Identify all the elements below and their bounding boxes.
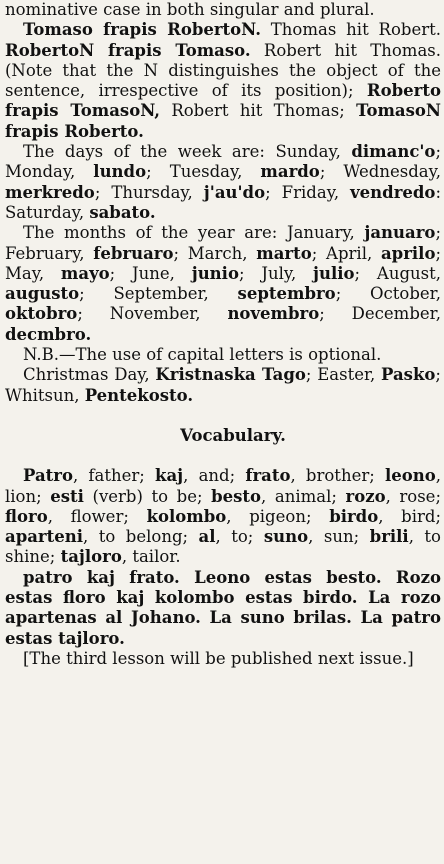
paragraph-p1 <box>5 0 441 20</box>
esperanto-term: aprilo <box>380 243 436 263</box>
text-run: ; Wednesday, <box>319 162 441 182</box>
esperanto-term: kolombo <box>146 506 227 526</box>
text-run: The months of the year are: January, <box>23 223 365 243</box>
text-run: ; Monday, <box>5 142 441 182</box>
esperanto-term: augusto <box>5 284 80 304</box>
text-run: ; August, <box>354 263 441 283</box>
text-run: ; October, <box>335 284 441 304</box>
text-run: ; September, <box>79 284 238 304</box>
esperanto-term: septembro <box>237 284 336 304</box>
text-run: , and; <box>183 466 246 486</box>
text-run: , tailor. <box>121 547 181 567</box>
esperanto-term: floro <box>5 506 48 526</box>
text-run: ; March, <box>173 243 257 263</box>
text-run: ; Tuesday, <box>146 162 261 182</box>
text-run: nominative case in both singular and plural. <box>5 0 375 19</box>
text-run: , sun; <box>308 527 370 547</box>
esperanto-term: kaj <box>155 466 184 486</box>
text-run: ; February, <box>5 223 441 263</box>
esperanto-term: aparteni <box>5 527 83 547</box>
esperanto-term: suno <box>263 527 309 547</box>
text-run: ; May, <box>5 243 442 283</box>
text-run: ; December, <box>319 304 441 324</box>
paragraph-p9 <box>5 649 441 669</box>
esperanto-term: Roberto frapis TomasoN, <box>5 81 441 121</box>
esperanto-term: merkredo <box>5 182 95 202</box>
text-run: ; Friday, <box>265 182 351 202</box>
esperanto-term: j'au'do <box>203 182 266 202</box>
text-run: , rose; <box>385 486 442 506</box>
text-run: , pigeon; <box>226 506 330 526</box>
text-run: ; Easter, <box>305 365 382 385</box>
esperanto-term: mardo <box>260 162 320 182</box>
esperanto-term: junio <box>191 263 239 283</box>
paragraph-p6 <box>5 365 441 406</box>
esperanto-term: RobertoN frapis Tomaso. <box>5 40 251 60</box>
esperanto-term: patro kaj frato. Leono estas besto. Rozo estas floro kaj kolombo estas birdo. La rozo apartenas al Johano. La suno brilas. La patro estas tajloro. <box>5 567 441 648</box>
esperanto-term: leono <box>384 466 436 486</box>
text-run: ; November, <box>77 304 228 324</box>
esperanto-term: Patro <box>23 466 73 486</box>
text-run: Thomas hit Robert. <box>260 20 441 40</box>
text-run: : Saturday, <box>5 182 441 222</box>
spacer <box>5 446 441 466</box>
esperanto-term: julio <box>313 263 355 283</box>
text-run: ; April, <box>311 243 381 263</box>
text-run: ; Thursday, <box>94 182 204 202</box>
text-run: , to; <box>215 527 264 547</box>
esperanto-term: januaro <box>364 223 436 243</box>
esperanto-term: Kristnaska Tago <box>155 365 306 385</box>
paragraph-p4 <box>5 223 441 345</box>
section-heading <box>5 426 441 446</box>
esperanto-term: TomasoN frapis Roberto. <box>5 101 441 141</box>
text-run: , brother; <box>290 466 385 486</box>
esperanto-term: sabato. <box>89 202 156 222</box>
text-run: ; Whitsun, <box>5 365 441 405</box>
text-run: (verb) to be; <box>83 486 212 506</box>
esperanto-term: tajloro <box>60 547 122 567</box>
esperanto-term: mayo <box>60 263 110 283</box>
esperanto-term: lundo <box>93 162 147 182</box>
text-run: , to belong; <box>83 527 199 547</box>
esperanto-term: besto <box>211 486 262 506</box>
text-run: N.B.—The use of capital letters is optional. <box>23 345 382 365</box>
text-run: , animal; <box>261 486 346 506</box>
esperanto-term: novembro <box>227 304 320 324</box>
esperanto-term: birdo <box>329 506 379 526</box>
esperanto-term: esti <box>50 486 84 506</box>
esperanto-term: Vocabulary. <box>180 425 286 445</box>
text-run: ; July, <box>238 263 314 283</box>
esperanto-term: decmbro. <box>5 324 92 344</box>
esperanto-term: al <box>198 527 216 547</box>
text-run: [The third lesson will be published next issue.] <box>23 648 414 668</box>
esperanto-term: dimanc'o <box>351 142 436 162</box>
text-run: Robert hit Thomas. (Note that the N distinguishes the object of the sentence, irrespective of its position); <box>5 40 442 101</box>
text-run: , flower; <box>47 506 147 526</box>
spacer <box>5 406 441 426</box>
esperanto-term: februaro <box>93 243 174 263</box>
text-run: , father; <box>72 466 156 486</box>
paragraph-p7 <box>5 466 441 567</box>
esperanto-term: Tomaso frapis RobertoN. <box>23 20 261 40</box>
esperanto-term: marto <box>256 243 312 263</box>
esperanto-term: Pasko <box>381 365 436 385</box>
text-run: , bird; <box>378 506 442 526</box>
paragraph-p5 <box>5 345 441 365</box>
text-run: , to shine; <box>5 527 441 567</box>
esperanto-term: frato <box>245 466 291 486</box>
esperanto-term: Pentekosto. <box>84 385 194 405</box>
text-run: The days of the week are: Sunday, <box>23 142 352 162</box>
paragraph-p3 <box>5 142 441 223</box>
esperanto-term: vendredo <box>350 182 436 202</box>
text-run: ; June, <box>109 263 192 283</box>
esperanto-term: rozo <box>345 486 386 506</box>
esperanto-term: brili <box>369 527 409 547</box>
esperanto-term: oktobro <box>5 304 78 324</box>
text-run: Christmas Day, <box>23 365 156 385</box>
paragraph-p8 <box>5 568 441 649</box>
text-run: Robert hit Thomas; <box>160 101 357 121</box>
text-run: , lion; <box>5 466 442 506</box>
paragraph-p2 <box>5 20 441 142</box>
